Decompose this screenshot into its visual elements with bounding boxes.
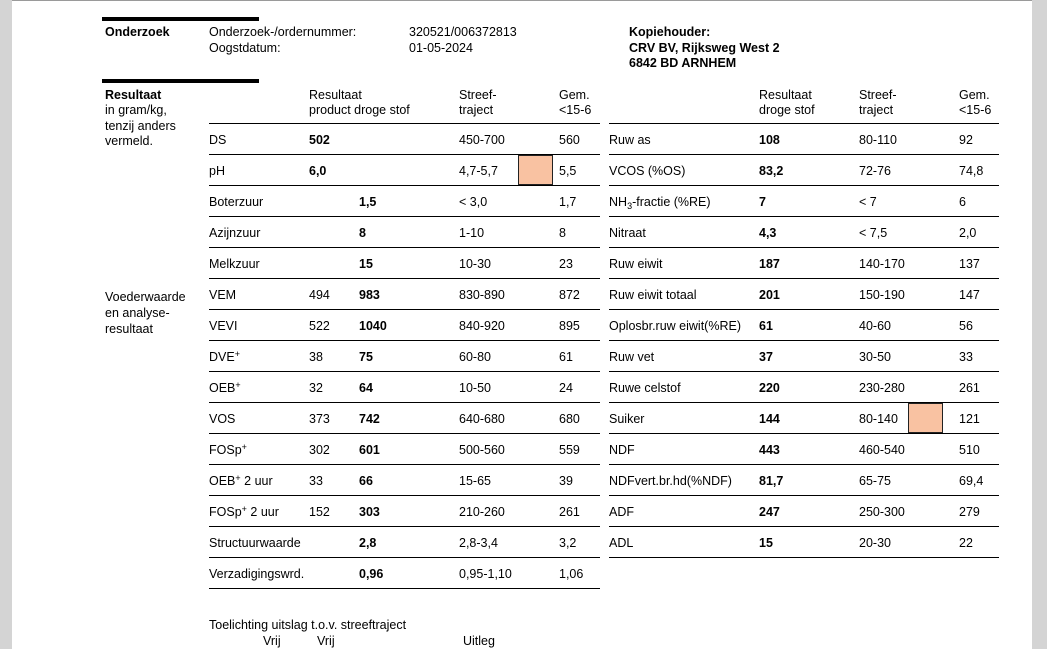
right-row-average: 121 bbox=[959, 412, 980, 426]
left-header-avg-sub: <15-6 bbox=[559, 103, 592, 117]
row-divider bbox=[209, 402, 600, 403]
right-row-drystof-value: 144 bbox=[759, 412, 780, 426]
left-row-drystof-value: 1,5 bbox=[359, 195, 377, 209]
right-row-label bbox=[609, 195, 711, 210]
label-text: ADF bbox=[609, 505, 634, 519]
left-row-target: 450-700 bbox=[459, 133, 505, 147]
right-row-label bbox=[609, 226, 646, 241]
label-suffix: 2 uur bbox=[240, 474, 273, 488]
right-row-average: 137 bbox=[959, 257, 980, 271]
left-row-drystof-value: 8 bbox=[359, 226, 366, 240]
right-row-average: 22 bbox=[959, 536, 973, 550]
row-divider bbox=[609, 371, 999, 372]
row-divider bbox=[209, 309, 600, 310]
left-row-target: 4,7-5,7 bbox=[459, 164, 498, 178]
row-divider bbox=[209, 371, 600, 372]
right-row-label bbox=[609, 443, 635, 458]
right-row-target: 140-170 bbox=[859, 257, 905, 271]
row-divider bbox=[609, 278, 999, 279]
label-text: DVE bbox=[209, 350, 235, 364]
right-row-drystof-value: 220 bbox=[759, 381, 780, 395]
right-row-label bbox=[609, 381, 681, 396]
copyholder-line1: CRV BV, Rijksweg West 2 bbox=[629, 41, 780, 55]
feed-label-3: resultaat bbox=[105, 322, 153, 336]
legend-title: Toelichting uitslag t.o.v. streeftraject bbox=[209, 618, 407, 632]
label-suffix: 2 uur bbox=[246, 505, 279, 519]
row-divider bbox=[609, 340, 999, 341]
right-row-drystof-value: 443 bbox=[759, 443, 780, 457]
right-row-target: 250-300 bbox=[859, 505, 905, 519]
right-row-target: 150-190 bbox=[859, 288, 905, 302]
label-superscript: + bbox=[241, 504, 247, 514]
row-divider bbox=[209, 495, 600, 496]
right-row-average: 69,4 bbox=[959, 474, 984, 488]
right-row-drystof-value: 247 bbox=[759, 505, 780, 519]
right-row-label bbox=[609, 536, 633, 551]
feed-label-2: en analyse- bbox=[105, 306, 170, 320]
left-row-average: 23 bbox=[559, 257, 573, 271]
right-row-target: 40-60 bbox=[859, 319, 891, 333]
order-label: Onderzoek-/ordernummer: bbox=[209, 25, 357, 39]
result-subtitle-2: tenzij anders bbox=[105, 119, 176, 133]
left-row-average: 872 bbox=[559, 288, 580, 302]
row-divider bbox=[609, 123, 999, 124]
left-row-product-value: 33 bbox=[309, 474, 323, 488]
label-text: Structuurwaarde bbox=[209, 536, 301, 550]
left-row-target: 210-260 bbox=[459, 505, 505, 519]
left-row-target: 2,8-3,4 bbox=[459, 536, 498, 550]
row-divider bbox=[209, 216, 600, 217]
row-divider bbox=[609, 495, 999, 496]
order-value: 320521/006372813 bbox=[409, 25, 517, 39]
row-divider bbox=[609, 154, 999, 155]
label-superscript: + bbox=[235, 473, 241, 483]
date-value: 01-05-2024 bbox=[409, 41, 473, 55]
right-row-average: 56 bbox=[959, 319, 973, 333]
right-row-drystof-value: 108 bbox=[759, 133, 780, 147]
left-row-target: 1-10 bbox=[459, 226, 485, 240]
left-row-label bbox=[209, 350, 240, 365]
left-row-target: 640-680 bbox=[459, 412, 505, 426]
label-superscript: + bbox=[234, 349, 240, 359]
label-text: VCOS (%OS) bbox=[609, 164, 686, 178]
right-row-target: 230-280 bbox=[859, 381, 905, 395]
right-row-average: 74,8 bbox=[959, 164, 984, 178]
left-row-target: 10-50 bbox=[459, 381, 491, 395]
section-label: Onderzoek bbox=[105, 25, 170, 39]
right-row-target: 30-50 bbox=[859, 350, 891, 364]
right-row-target: 460-540 bbox=[859, 443, 905, 457]
row-divider bbox=[609, 185, 999, 186]
row-divider bbox=[209, 588, 600, 589]
label-text: Ruw as bbox=[609, 133, 651, 147]
label-superscript: + bbox=[241, 442, 247, 452]
left-row-drystof-value: 2,8 bbox=[359, 536, 377, 550]
out-of-range-flag bbox=[908, 403, 943, 433]
right-row-average: 147 bbox=[959, 288, 980, 302]
row-divider bbox=[609, 247, 999, 248]
right-row-average: 2,0 bbox=[959, 226, 977, 240]
right-row-average: 279 bbox=[959, 505, 980, 519]
right-row-average: 92 bbox=[959, 133, 973, 147]
label-subscript: 3 bbox=[627, 201, 633, 211]
legend-col-3: Uitleg bbox=[463, 634, 495, 648]
label-text: OEB bbox=[209, 381, 236, 395]
result-title: Resultaat bbox=[105, 88, 162, 102]
right-row-average: 6 bbox=[959, 195, 966, 209]
right-row-drystof-value: 4,3 bbox=[759, 226, 777, 240]
label-text: Ruw eiwit bbox=[609, 257, 663, 271]
left-header-target: Streef- bbox=[459, 88, 497, 102]
copyholder-label: Kopiehouder: bbox=[629, 25, 711, 39]
left-row-drystof-value: 1040 bbox=[359, 319, 387, 333]
left-row-drystof-value: 742 bbox=[359, 412, 380, 426]
label-text: NDFvert.br.hd(%NDF) bbox=[609, 474, 732, 488]
left-row-average: 261 bbox=[559, 505, 580, 519]
left-row-label bbox=[209, 505, 279, 520]
row-divider bbox=[209, 464, 600, 465]
right-row-target: 72-76 bbox=[859, 164, 891, 178]
right-row-drystof-value: 37 bbox=[759, 350, 773, 364]
left-row-label bbox=[209, 164, 225, 179]
left-row-label bbox=[209, 443, 247, 458]
right-row-average: 261 bbox=[959, 381, 980, 395]
left-row-drystof-value: 66 bbox=[359, 474, 373, 488]
left-row-average: 5,5 bbox=[559, 164, 577, 178]
right-row-average: 510 bbox=[959, 443, 980, 457]
right-row-target: 80-110 bbox=[859, 133, 897, 147]
right-row-label bbox=[609, 474, 732, 489]
left-row-label bbox=[209, 288, 236, 303]
copyholder-line2: 6842 BD ARNHEM bbox=[629, 56, 737, 70]
left-row-label bbox=[209, 412, 235, 427]
left-row-average: 1,06 bbox=[559, 567, 584, 581]
left-row-drystof-value: 983 bbox=[359, 288, 380, 302]
left-row-label bbox=[209, 381, 241, 396]
right-row-label bbox=[609, 319, 741, 334]
left-row-label bbox=[209, 195, 263, 210]
right-row-target: 20-30 bbox=[859, 536, 891, 550]
label-text: NH bbox=[609, 195, 628, 209]
left-row-product-value: 302 bbox=[309, 443, 330, 457]
label-text: Oplosbr.ruw eiwit(%RE) bbox=[609, 319, 741, 333]
label-text: Verzadigingswrd. bbox=[209, 567, 305, 581]
left-row-target: 60-80 bbox=[459, 350, 491, 364]
right-row-drystof-value: 201 bbox=[759, 288, 780, 302]
left-row-product-value: 6,0 bbox=[309, 164, 327, 178]
row-divider bbox=[609, 309, 999, 310]
right-header-avg-sub: <15-6 bbox=[959, 103, 992, 117]
right-row-label bbox=[609, 350, 654, 365]
right-row-target: 65-75 bbox=[859, 474, 891, 488]
left-header-result: Resultaat bbox=[309, 88, 362, 102]
left-row-target: < 3,0 bbox=[459, 195, 488, 209]
left-row-average: 560 bbox=[559, 133, 580, 147]
label-text: Melkzuur bbox=[209, 257, 260, 271]
right-header-result: Resultaat bbox=[759, 88, 812, 102]
label-text: Ruw eiwit totaal bbox=[609, 288, 697, 302]
label-text: Ruwe celstof bbox=[609, 381, 681, 395]
left-row-average: 8 bbox=[559, 226, 566, 240]
right-row-label bbox=[609, 288, 697, 303]
page-top-border bbox=[12, 0, 1032, 1]
row-divider bbox=[609, 464, 999, 465]
row-divider bbox=[209, 526, 600, 527]
left-row-target: 500-560 bbox=[459, 443, 505, 457]
label-suffix: -fractie (%RE) bbox=[632, 195, 711, 209]
right-row-target: < 7,5 bbox=[859, 226, 888, 240]
right-row-drystof-value: 81,7 bbox=[759, 474, 784, 488]
label-text: ADL bbox=[609, 536, 634, 550]
row-divider bbox=[609, 526, 999, 527]
left-row-drystof-value: 303 bbox=[359, 505, 380, 519]
left-row-product-value: 522 bbox=[309, 319, 330, 333]
right-row-label bbox=[609, 412, 644, 427]
left-header-target-sub: traject bbox=[459, 103, 494, 117]
right-row-target: < 7 bbox=[859, 195, 877, 209]
right-row-target: 80-140 bbox=[859, 412, 898, 426]
feed-label-1: Voederwaarde bbox=[105, 290, 186, 304]
label-text: pH bbox=[209, 164, 225, 178]
label-text: DS bbox=[209, 133, 227, 147]
label-text: FOSp bbox=[209, 443, 242, 457]
left-row-drystof-value: 64 bbox=[359, 381, 373, 395]
row-divider bbox=[209, 433, 600, 434]
row-divider bbox=[609, 557, 999, 558]
right-header-target: Streef- bbox=[859, 88, 897, 102]
out-of-range-flag bbox=[518, 155, 553, 185]
left-row-average: 559 bbox=[559, 443, 580, 457]
row-divider bbox=[209, 557, 600, 558]
left-row-drystof-value: 75 bbox=[359, 350, 373, 364]
left-row-target: 15-65 bbox=[459, 474, 491, 488]
right-row-drystof-value: 83,2 bbox=[759, 164, 784, 178]
row-divider bbox=[609, 216, 999, 217]
row-divider bbox=[209, 185, 600, 186]
label-superscript: + bbox=[235, 380, 241, 390]
left-row-product-value: 32 bbox=[309, 381, 323, 395]
left-row-label bbox=[209, 474, 273, 489]
date-label: Oogstdatum: bbox=[209, 41, 281, 55]
label-text: Azijnzuur bbox=[209, 226, 261, 240]
result-rule bbox=[102, 79, 259, 83]
row-divider bbox=[209, 278, 600, 279]
left-row-target: 0,95-1,10 bbox=[459, 567, 512, 581]
right-row-label bbox=[609, 257, 663, 272]
label-text: Ruw vet bbox=[609, 350, 655, 364]
left-row-average: 680 bbox=[559, 412, 580, 426]
left-row-product-value: 502 bbox=[309, 133, 330, 147]
label-text: NDF bbox=[609, 443, 635, 457]
left-row-average: 1,7 bbox=[559, 195, 577, 209]
label-text: VEM bbox=[209, 288, 237, 302]
result-subtitle-1: in gram/kg, bbox=[105, 103, 167, 117]
left-row-label bbox=[209, 133, 226, 148]
left-row-label bbox=[209, 319, 238, 334]
right-row-average: 33 bbox=[959, 350, 973, 364]
left-row-target: 10-30 bbox=[459, 257, 491, 271]
label-text: Suiker bbox=[609, 412, 645, 426]
left-row-drystof-value: 0,96 bbox=[359, 567, 384, 581]
legend-col-2: Vrij bbox=[317, 634, 335, 648]
left-row-label bbox=[209, 226, 260, 241]
row-divider bbox=[209, 340, 600, 341]
left-row-drystof-value: 15 bbox=[359, 257, 373, 271]
left-row-target: 840-920 bbox=[459, 319, 505, 333]
row-divider bbox=[209, 123, 600, 124]
report-page bbox=[12, 0, 1032, 649]
label-text: Boterzuur bbox=[209, 195, 264, 209]
right-row-drystof-value: 187 bbox=[759, 257, 780, 271]
right-header-target-sub: traject bbox=[859, 103, 894, 117]
left-row-drystof-value: 601 bbox=[359, 443, 380, 457]
left-row-average: 24 bbox=[559, 381, 573, 395]
right-row-drystof-value: 7 bbox=[759, 195, 766, 209]
row-divider bbox=[609, 433, 999, 434]
left-row-product-value: 373 bbox=[309, 412, 330, 426]
right-header-avg: Gem. bbox=[959, 88, 990, 102]
left-row-average: 61 bbox=[559, 350, 573, 364]
left-row-target: 830-890 bbox=[459, 288, 505, 302]
label-text: FOSp bbox=[209, 505, 242, 519]
left-header-result-sub: product droge stof bbox=[309, 103, 410, 117]
left-header-avg: Gem. bbox=[559, 88, 590, 102]
result-subtitle-3: vermeld. bbox=[105, 134, 153, 148]
left-row-average: 39 bbox=[559, 474, 573, 488]
right-row-label bbox=[609, 133, 651, 148]
header-rule bbox=[102, 17, 259, 21]
legend-col-1: Vrij bbox=[263, 634, 281, 648]
row-divider bbox=[209, 247, 600, 248]
right-row-drystof-value: 61 bbox=[759, 319, 773, 333]
right-header-result-sub: droge stof bbox=[759, 103, 815, 117]
label-text: Nitraat bbox=[609, 226, 646, 240]
left-row-average: 3,2 bbox=[559, 536, 577, 550]
left-row-product-value: 38 bbox=[309, 350, 323, 364]
left-row-average: 895 bbox=[559, 319, 580, 333]
right-row-label bbox=[609, 505, 634, 520]
label-text: VEVI bbox=[209, 319, 238, 333]
right-row-drystof-value: 15 bbox=[759, 536, 773, 550]
right-row-label bbox=[609, 164, 685, 179]
left-row-product-value: 494 bbox=[309, 288, 330, 302]
left-row-label bbox=[209, 536, 301, 551]
label-text: OEB bbox=[209, 474, 236, 488]
label-text: VOS bbox=[209, 412, 236, 426]
left-row-product-value: 152 bbox=[309, 505, 330, 519]
left-row-label bbox=[209, 567, 304, 582]
left-row-label bbox=[209, 257, 260, 272]
